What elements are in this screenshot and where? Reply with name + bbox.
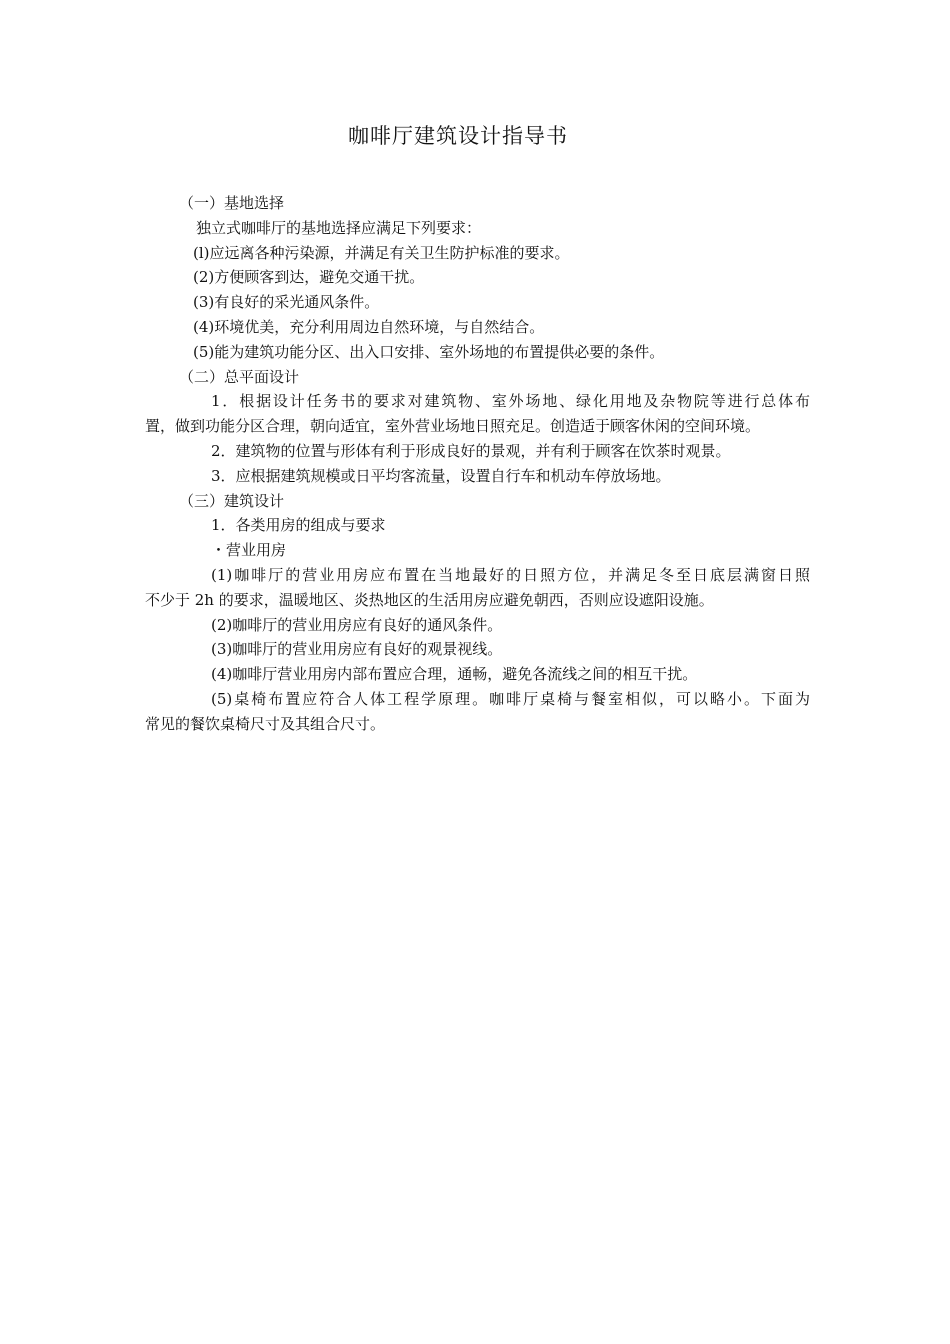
business-room-requirement-5-line-1: (5)桌椅布置应符合人体工程学原理。咖啡厅桌椅与餐室相似，可以略小。下面为 [211,689,810,708]
architectural-subheading-rooms: 1．各类用房的组成与要求 [211,516,386,535]
site-requirement-4: (4)环境优美，充分利用周边自然环境，与自然结合。 [193,317,545,336]
section-heading-architectural-design: （三）建筑设计 [179,491,285,510]
business-room-requirement-4: (4)咖啡厅营业用房内部布置应合理，通畅，避免各流线之间的相互干扰。 [211,665,698,684]
document-title: 咖啡厅建筑设计指导书 [348,124,568,148]
business-room-requirement-2: (2)咖啡厅的营业用房应有良好的通风条件。 [211,615,503,634]
site-plan-item-3: 3．应根据建筑规模或日平均客流量，设置自行车和机动车停放场地。 [211,466,671,485]
site-requirement-3: (3)有良好的采光通风条件。 [193,293,380,312]
site-selection-intro: 独立式咖啡厅的基地选择应满足下列要求： [196,218,482,237]
section-heading-site-selection: （一）基地选择 [179,194,285,212]
site-requirement-2: (2)方便顾客到达，避免交通干扰。 [193,268,425,287]
bullet-business-rooms: ・营业用房 [211,541,287,560]
site-requirement-1: (l)应远离各种污染源，并满足有关卫生防护标准的要求。 [193,243,570,262]
site-plan-item-1-line-2: 置，做到功能分区合理，朝向适宜，室外营业场地日照充足。创造适于顾客休闲的空间环境。 [145,417,761,436]
document-body [145,191,810,737]
section-heading-site-plan: （二）总平面设计 [179,367,300,386]
business-room-requirement-1-line-2: 不少于 2h 的要求，温暖地区、炎热地区的生活用房应避免朝西，否则应设遮阳设施。 [145,590,714,609]
business-room-requirement-1-line-1: (1)咖啡厅的营业用房应布置在当地最好的日照方位，并满足冬至日底层满窗日照 [211,565,810,584]
site-plan-item-2: 2．建筑物的位置与形体有利于形成良好的景观，并有利于顾客在饮茶时观景。 [211,441,731,460]
site-plan-item-1-line-1: 1．根据设计任务书的要求对建筑物、室外场地、绿化用地及杂物院等进行总体布 [211,392,810,411]
site-requirement-5: (5)能为建筑功能分区、出入口安排、室外场地的布置提供必要的条件。 [193,342,665,361]
business-room-requirement-5-line-2: 常见的餐饮桌椅尺寸及其组合尺寸。 [145,714,386,733]
business-room-requirement-3: (3)咖啡厅的营业用房应有良好的观景视线。 [211,640,503,659]
